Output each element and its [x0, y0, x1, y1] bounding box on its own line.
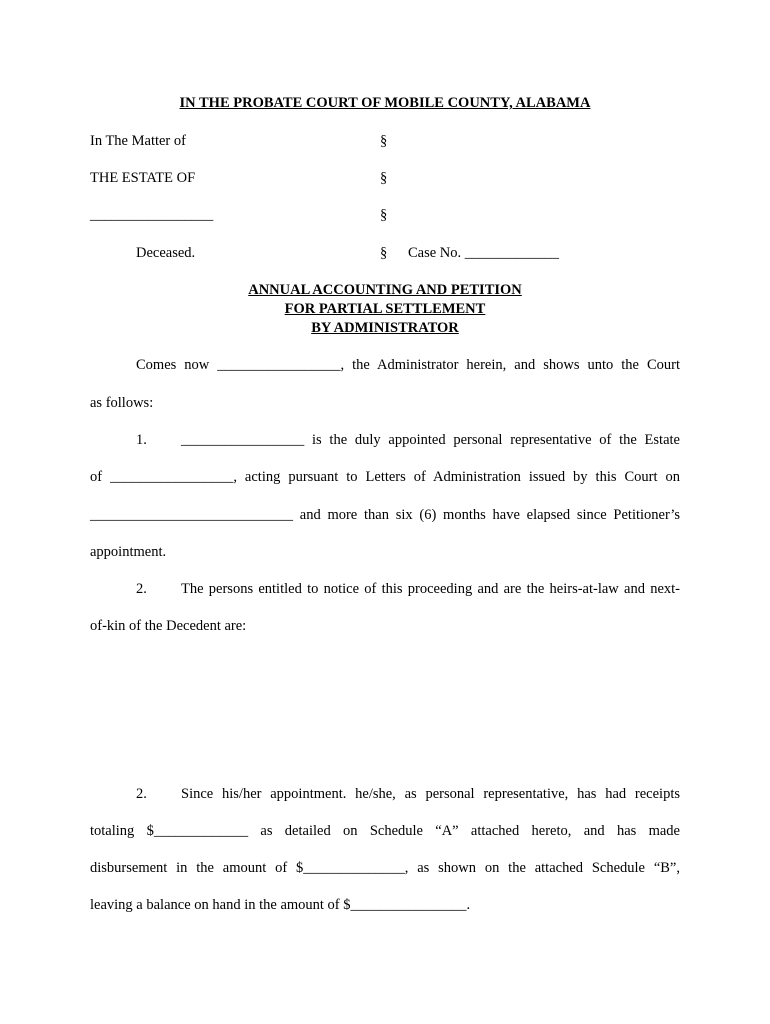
para3-line-3: disbursement in the amount of $______________, as shown on the attached Schedule “B”,	[90, 860, 680, 876]
para2-number: 2.	[136, 581, 147, 597]
title-line-1: ANNUAL ACCOUNTING AND PETITION	[248, 282, 522, 298]
intro-line-1: Comes now _________________, the Administrator herein, and shows unto the Court	[136, 357, 680, 373]
caption-deceased: Deceased.	[136, 245, 196, 261]
caption-estate: THE ESTATE OF	[90, 170, 196, 186]
para1-line-1: _________________ is the duly appointed personal representative of the Estate	[181, 432, 680, 448]
para3-number: 2.	[136, 786, 147, 802]
para1-number: 1.	[136, 432, 147, 448]
para1-line-3: ____________________________ and more than six (6) months have elapsed since Petitioner’s	[90, 507, 680, 523]
section-mark-1: §	[380, 133, 388, 149]
title-line-2: FOR PARTIAL SETTLEMENT	[284, 301, 486, 317]
section-mark-4: §	[380, 245, 388, 261]
case-number: Case No. _____________	[408, 245, 560, 261]
caption-matter: In The Matter of	[90, 133, 186, 149]
caption-name-blank: _________________	[90, 207, 214, 223]
intro-line-2: as follows:	[90, 395, 154, 411]
court-heading: IN THE PROBATE COURT OF MOBILE COUNTY, ALABAMA	[179, 95, 591, 111]
para3-line-1: Since his/her appointment. he/she, as personal representative, has had receipts	[181, 786, 680, 802]
para1-line-2: of _________________, acting pursuant to Letters of Administration issued by this Court on	[90, 469, 680, 485]
para2-line-1: The persons entitled to notice of this proceeding and are the heirs-at-law and next-	[181, 581, 680, 597]
para2-line-2: of-kin of the Decedent are:	[90, 618, 247, 634]
para3-line-4: leaving a balance on hand in the amount of $________________.	[90, 897, 471, 913]
section-mark-2: §	[380, 170, 388, 186]
title-line-3: BY ADMINISTRATOR	[311, 320, 459, 336]
para1-line-4: appointment.	[90, 544, 167, 560]
section-mark-3: §	[380, 207, 388, 223]
para3-line-2: totaling $_____________ as detailed on Schedule “A” attached hereto, and has made	[90, 823, 680, 839]
